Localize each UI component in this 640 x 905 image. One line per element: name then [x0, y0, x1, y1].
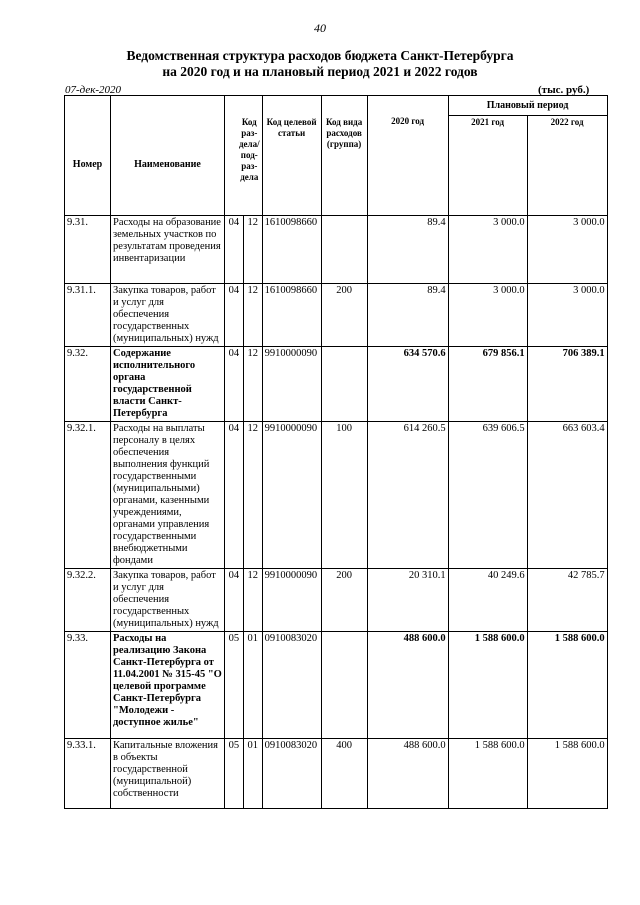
row-2022: 1 588 600.0 [527, 739, 607, 809]
row-number: 9.33.1. [65, 739, 111, 809]
row-2022: 42 785.7 [527, 569, 607, 632]
row-target: 9910000090 [262, 422, 321, 569]
header-name: Наименование [111, 116, 225, 216]
row-section: 04 [225, 569, 244, 632]
table-row [65, 632, 608, 739]
row-number: 9.32.2. [65, 569, 111, 632]
header-2021: 2021 год [448, 116, 527, 216]
row-section: 04 [225, 216, 244, 284]
report-date: 07-дек-2020 [65, 84, 122, 96]
header-planning: Плановый период [448, 96, 607, 116]
row-subsection: 12 [243, 347, 262, 422]
row-target: 9910000090 [262, 347, 321, 422]
row-2020: 488 600.0 [367, 632, 448, 739]
table-body [65, 96, 608, 809]
row-subsection: 12 [243, 216, 262, 284]
header-name-top [111, 96, 225, 116]
row-2020: 20 310.1 [367, 569, 448, 632]
row-subsection: 01 [243, 739, 262, 809]
header-expense-type: Код вида расходов (группа) [321, 116, 367, 216]
header-2020: 2020 год [367, 116, 448, 216]
row-subsection: 12 [243, 284, 262, 347]
row-target: 0910083020 [262, 632, 321, 739]
row-2021: 1 588 600.0 [448, 632, 527, 739]
row-name: Закупка товаров, работ и услуг для обеспечения государственных (муниципальных) нужд [111, 284, 225, 347]
row-2020: 89.4 [367, 284, 448, 347]
table-row [65, 569, 608, 632]
row-expense-type: 200 [321, 284, 367, 347]
budget-table [64, 95, 608, 809]
row-2021: 679 856.1 [448, 347, 527, 422]
header-vr-top [321, 96, 367, 116]
header-2022: 2022 год [527, 116, 607, 216]
row-expense-type: 100 [321, 422, 367, 569]
row-target: 9910000090 [262, 569, 321, 632]
row-name: Закупка товаров, работ и услуг для обеспечения государственных (муниципальных) нужд [111, 569, 225, 632]
row-2021: 3 000.0 [448, 284, 527, 347]
row-2022: 3 000.0 [527, 216, 607, 284]
row-2021: 1 588 600.0 [448, 739, 527, 809]
header-section: Код раз- дела/ под- раз- дела [225, 116, 263, 216]
header-target-top [262, 96, 321, 116]
row-number: 9.31.1. [65, 284, 111, 347]
table-row [65, 739, 608, 809]
row-number: 9.33. [65, 632, 111, 739]
header-target: Код целевой статьи [262, 116, 321, 216]
row-2020: 488 600.0 [367, 739, 448, 809]
row-section: 04 [225, 422, 244, 569]
title-line-2: на 2020 год и на плановый период 2021 и 2022 годов [162, 64, 478, 79]
header-row-1 [65, 96, 608, 116]
units-label: (тыс. руб.) [538, 84, 590, 96]
row-2021: 639 606.5 [448, 422, 527, 569]
row-expense-type [321, 216, 367, 284]
row-expense-type: 400 [321, 739, 367, 809]
row-target: 0910083020 [262, 739, 321, 809]
row-expense-type: 200 [321, 569, 367, 632]
row-2022: 1 588 600.0 [527, 632, 607, 739]
row-section: 05 [225, 739, 244, 809]
row-section: 04 [225, 284, 244, 347]
row-name: Содержание исполнительного органа государственной власти Санкт-Петербурга [111, 347, 225, 422]
table-row [65, 347, 608, 422]
row-target: 1610098660 [262, 284, 321, 347]
row-number: 9.32. [65, 347, 111, 422]
row-expense-type [321, 632, 367, 739]
row-2020: 634 570.6 [367, 347, 448, 422]
page-number: 40 [314, 21, 326, 35]
row-2020: 89.4 [367, 216, 448, 284]
title-line-1: Ведомственная структура расходов бюджета Санкт-Петербурга [126, 48, 514, 63]
row-section: 04 [225, 347, 244, 422]
row-name: Капитальные вложения в объекты государственной (муниципальной) собственности [111, 739, 225, 809]
row-number: 9.31. [65, 216, 111, 284]
row-2021: 40 249.6 [448, 569, 527, 632]
header-number-top [65, 96, 111, 116]
row-expense-type [321, 347, 367, 422]
row-number: 9.32.1. [65, 422, 111, 569]
row-2022: 663 603.4 [527, 422, 607, 569]
row-section: 05 [225, 632, 244, 739]
header-number: Номер [65, 116, 111, 216]
row-name: Расходы на реализацию Закона Санкт-Петербурга от 11.04.2001 № 315-45 "О целевой программе Санкт-Петербурга "Молодежи - доступное жилье" [111, 632, 225, 739]
row-subsection: 01 [243, 632, 262, 739]
row-name: Расходы на образование земельных участков по результатам проведения инвентаризации [111, 216, 225, 284]
row-subsection: 12 [243, 569, 262, 632]
document-title [0, 48, 640, 80]
header-row-2 [65, 116, 608, 216]
row-2022: 3 000.0 [527, 284, 607, 347]
header-section-top [225, 96, 263, 116]
row-subsection: 12 [243, 422, 262, 569]
table-row [65, 216, 608, 284]
row-2020: 614 260.5 [367, 422, 448, 569]
table-row [65, 284, 608, 347]
header-2020-top [367, 96, 448, 116]
row-name: Расходы на выплаты персоналу в целях обеспечения выполнения функций государственными (муниципальными) органами, казенными учреждениями, органами управления государственными внебюджетными фондами [111, 422, 225, 569]
row-target: 1610098660 [262, 216, 321, 284]
table-row [65, 422, 608, 569]
row-2021: 3 000.0 [448, 216, 527, 284]
row-2022: 706 389.1 [527, 347, 607, 422]
